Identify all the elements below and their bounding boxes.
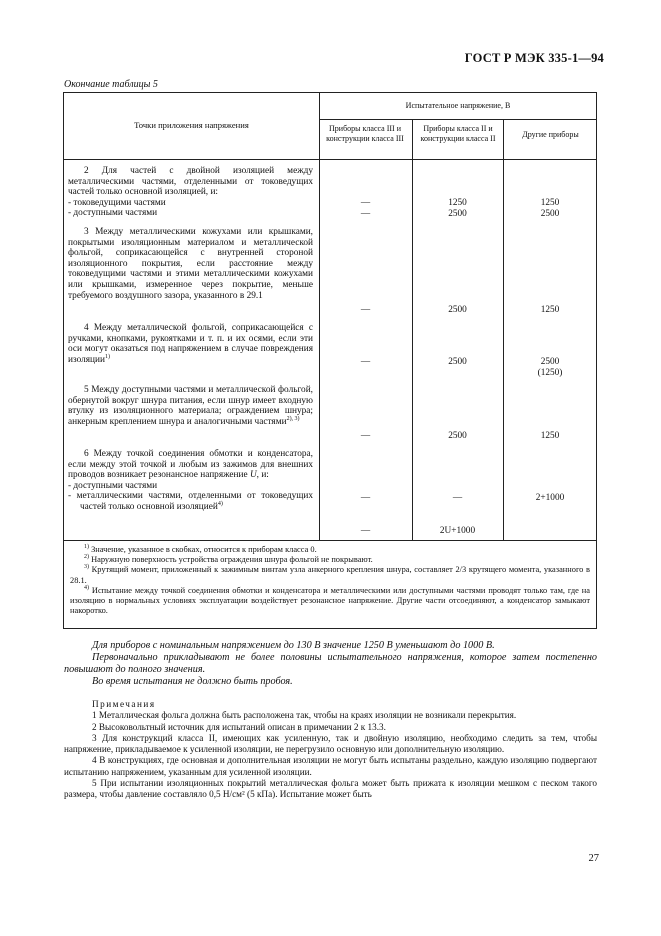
table-divider: [64, 540, 596, 541]
table-divider: [503, 120, 504, 540]
header-class-3: Приборы класса III и конструкции класса III: [326, 124, 404, 143]
note: 5 При испытании изоляционных покрытий металлическая фольга может быть прижата к изоляции мешком с песком такого размера, чтобы давление составляло 0,5 Н/см² (5 кПа). Испытание может быть: [64, 778, 597, 800]
paragraph: Во время испытания не должно быть пробоя.: [92, 676, 293, 687]
table-divider: [412, 120, 413, 540]
paragraph: Первоначально прикладывают не более половины испытательного напряжения, которое затем постепенно повышают до полного значения.: [64, 652, 597, 675]
cell-value: (1250): [537, 368, 563, 378]
cell-value: —: [360, 357, 371, 367]
row-4-text: 4 Между металлической фольгой, соприкасающейся с ручками, кнопками, рукоятками и т. п. и их осями, если эти оси могут оказаться под напряжением в случае повреждения изоляции$^{1)}$: [68, 323, 313, 365]
cell-value: —: [360, 305, 371, 315]
cell-value: 2500: [540, 209, 560, 219]
paragraph: Для приборов с номинальным напряжением до 130 В значение 1250 В уменьшают до 1000 В.: [92, 640, 495, 651]
note: 1 Металлическая фольга должна быть расположена так, чтобы на краях изоляции не возникали перекрытия.: [92, 710, 517, 721]
cell-value: 2500: [448, 357, 467, 367]
cell-value: —: [360, 493, 371, 503]
table-divider: [319, 93, 320, 540]
page-number: 27: [588, 853, 599, 864]
cell-value: —: [452, 493, 463, 503]
table-divider: [64, 159, 596, 160]
row-2-text: 2 Для частей с двойной изоляцией между металлическими частями, отделенными от токоведущих частей только основной изоляцией, и: - токоведущими частями - доступными частями: [68, 166, 313, 219]
table-5: [63, 92, 597, 629]
notes-title: Примечания: [92, 699, 156, 709]
cell-value: 2500: [448, 209, 467, 219]
header-other: Другие приборы: [522, 130, 579, 139]
notes-section: [64, 699, 597, 801]
cell-value: 1250: [540, 431, 560, 441]
note: 3 Для конструкций класса II, имеющих как усиленную, так и двойную изоляцию, необходимо следить за тем, чтобы напряжение, прикладываемое к усиленной изоляции, не перегрузило основную или дополнительную изоляцию.: [64, 732, 597, 755]
table-divider: [319, 119, 597, 120]
cell-value: 2U+1000: [439, 526, 476, 536]
cell-value: 1250: [540, 305, 560, 315]
table-caption: Окончание таблицы 5: [64, 79, 158, 90]
header-voltage: Испытательное напряжение, В: [405, 101, 511, 110]
header-class-2: Приборы класса II и конструкции класса II: [420, 124, 496, 143]
cell-value: 1250: [448, 198, 467, 208]
row-6-text: 6 Между точкой соединения обмотки и конденсатора, если между этой точкой и любым из зажимов для внешних проводов возникает резонансное напряжение U, и: - доступными частями - металлическими частями, отделенными от токоведущих частей только основной изоляцией$^{4)}$: [68, 449, 313, 512]
cell-value: —: [360, 198, 371, 208]
row-3-text: 3 Между металлическими кожухами или крышками, покрытыми изоляционным материалом и металлической фольгой, соприкасающейся с внутренней стороной изоляционного покрытия, если расстояние между токоведущими частями и этими металлическими кожухами или крышками, измеренное через покрытие, меньше требуемого воздушного зазора, указанного в 29.1: [68, 227, 313, 301]
cell-value: 2500: [448, 431, 467, 441]
cell-value: —: [360, 431, 371, 441]
cell-value: 2+1000: [535, 493, 565, 503]
note: 4 В конструкциях, где основная и дополнительная изоляции не могут быть испытаны раздельно, каждую изоляцию подвергают испытанию напряжением, указанным для усиленной изоляции.: [64, 755, 597, 777]
header-points: Точки приложения напряжения: [134, 120, 249, 130]
cell-value: —: [360, 209, 371, 219]
row-5-text: 5 Между доступными частями и металлической фольгой, обернутой вокруг шнура питания, если шнур имеет входную втулку из изоляционного материала; ограждением шнура; анкерным креплением шнура и аналогичными частями$^{2), 3)}$: [68, 385, 313, 427]
cell-value: 2500: [540, 357, 560, 367]
body-paragraphs: [64, 640, 597, 688]
cell-value: 2500: [448, 305, 467, 315]
document-header: ГОСТ Р МЭК 335-1—94: [464, 51, 604, 65]
cell-value: 1250: [540, 198, 560, 208]
note: 2 Высоковольтный источник для испытаний описан в примечании 2 к 13.3.: [92, 721, 386, 732]
table-footnotes: $^{1)}$ Значение, указанное в скобках, относится к приборам класса 0. $^{2)}$ Наружную поверхность устройства ограждения шнура фольгой не покрывают. $^{3)}$ Крутящий момент, приложенный к зажимным винтам узла анкерного крепления шнура, составляет 2/3 крутящего момента, указанного в 28.1. $^{4)}$ Испытание между точкой соединения обмотки и конденсатора и металлическими или доступными частями проводят только там, где на изоляцию в нормальных условиях эксплуатации воздействует резонансное напряжение. Другие части отсоединяют, а конденсатор замыкают накоротко.: [70, 544, 590, 616]
cell-value: —: [360, 526, 371, 536]
